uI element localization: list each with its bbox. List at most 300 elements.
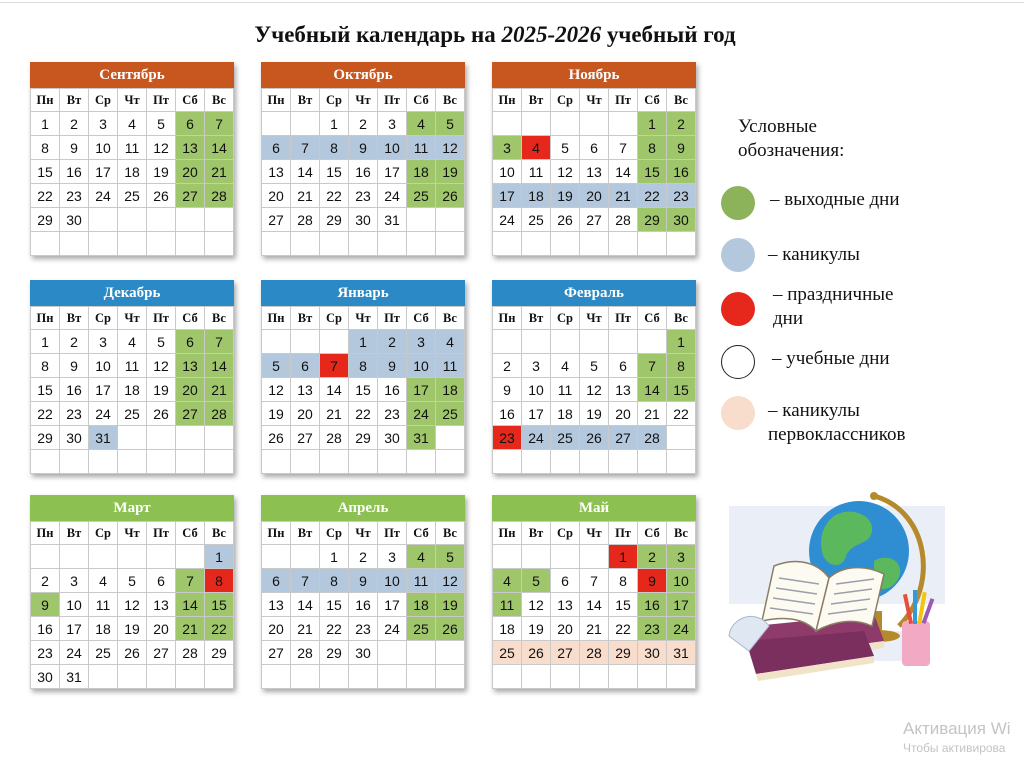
weekday-header: Ср (551, 89, 580, 112)
day-cell: 1 (205, 545, 234, 569)
day-cell: 7 (291, 136, 320, 160)
day-cell: 13 (262, 160, 291, 184)
month-header: Апрель (261, 495, 465, 521)
day-cell: 2 (349, 112, 378, 136)
month-grid (261, 521, 465, 689)
day-cell: 15 (320, 593, 349, 617)
empty-cell (609, 112, 638, 136)
week-row (31, 426, 234, 450)
empty-cell (262, 450, 291, 474)
month-header: Февраль (492, 280, 696, 306)
empty-cell (522, 112, 551, 136)
legend-first-grade-holidays-dot (721, 396, 755, 430)
day-cell: 3 (407, 330, 436, 354)
day-cell: 6 (551, 569, 580, 593)
weekday-header: Ср (89, 89, 118, 112)
empty-cell (522, 450, 551, 474)
empty-cell (407, 208, 436, 232)
day-cell: 15 (638, 160, 667, 184)
empty-cell (638, 665, 667, 689)
empty-cell (609, 450, 638, 474)
day-cell: 7 (638, 354, 667, 378)
month-header: Ноябрь (492, 62, 696, 88)
day-cell: 9 (60, 354, 89, 378)
day-cell: 14 (320, 378, 349, 402)
day-cell: 8 (349, 354, 378, 378)
day-cell: 7 (176, 569, 205, 593)
week-row (31, 569, 234, 593)
day-cell: 20 (291, 402, 320, 426)
day-cell: 23 (60, 402, 89, 426)
weekday-header: Вс (667, 522, 696, 545)
day-cell: 30 (349, 208, 378, 232)
month-calendar (492, 495, 696, 689)
day-cell: 23 (493, 426, 522, 450)
legend-public-holidays-label: – праздничные дни (773, 284, 894, 329)
day-cell: 5 (262, 354, 291, 378)
day-cell: 3 (60, 569, 89, 593)
empty-cell (291, 545, 320, 569)
month-calendar (30, 280, 234, 474)
empty-cell (378, 665, 407, 689)
day-cell: 26 (147, 184, 176, 208)
day-cell: 8 (638, 136, 667, 160)
weekday-header: Вт (60, 307, 89, 330)
day-cell: 4 (522, 136, 551, 160)
week-row (493, 136, 696, 160)
weekday-header: Ср (89, 522, 118, 545)
day-cell: 16 (667, 160, 696, 184)
day-cell: 19 (436, 593, 465, 617)
weekday-header: Пт (378, 522, 407, 545)
day-cell: 7 (205, 330, 234, 354)
day-cell: 19 (551, 184, 580, 208)
month-calendar (261, 62, 465, 256)
day-cell: 15 (31, 160, 60, 184)
empty-cell (262, 545, 291, 569)
day-cell: 16 (31, 617, 60, 641)
weekday-header: Вс (436, 522, 465, 545)
day-cell: 17 (493, 184, 522, 208)
weekday-header: Вс (436, 307, 465, 330)
week-row (31, 208, 234, 232)
day-cell: 11 (407, 569, 436, 593)
day-cell: 17 (378, 593, 407, 617)
week-row (262, 378, 465, 402)
day-cell: 1 (320, 112, 349, 136)
day-cell: 4 (118, 112, 147, 136)
day-cell: 20 (609, 402, 638, 426)
weekday-header: Вт (522, 89, 551, 112)
weekday-header: Чт (118, 307, 147, 330)
day-cell: 5 (147, 330, 176, 354)
day-cell: 23 (60, 184, 89, 208)
legend-first-grade-holidays-label: – каникулы первоклассников (768, 400, 906, 445)
weekday-header: Пн (262, 89, 291, 112)
day-cell: 17 (60, 617, 89, 641)
weekday-header: Ср (320, 89, 349, 112)
week-row (493, 160, 696, 184)
weekday-header: Ср (320, 522, 349, 545)
day-cell: 19 (118, 617, 147, 641)
week-row (31, 641, 234, 665)
legend-weekend-label: – выходные дни (770, 189, 900, 210)
day-cell: 13 (176, 354, 205, 378)
day-cell: 6 (147, 569, 176, 593)
weekday-header: Пт (147, 522, 176, 545)
day-cell: 6 (262, 136, 291, 160)
week-row (262, 450, 465, 474)
weekday-header: Пт (378, 307, 407, 330)
weekday-header: Пн (262, 307, 291, 330)
day-cell: 10 (378, 569, 407, 593)
day-cell: 24 (407, 402, 436, 426)
weekday-header: Вс (667, 307, 696, 330)
week-row (262, 426, 465, 450)
day-cell: 19 (522, 617, 551, 641)
week-row (31, 136, 234, 160)
day-cell: 16 (349, 160, 378, 184)
day-cell: 9 (31, 593, 60, 617)
weekday-header: Чт (118, 89, 147, 112)
day-cell: 14 (205, 354, 234, 378)
day-cell: 9 (638, 569, 667, 593)
empty-cell (320, 665, 349, 689)
empty-cell (205, 232, 234, 256)
day-cell: 13 (176, 136, 205, 160)
day-cell: 9 (667, 136, 696, 160)
day-cell: 18 (522, 184, 551, 208)
empty-cell (551, 232, 580, 256)
day-cell: 8 (667, 354, 696, 378)
empty-cell (551, 450, 580, 474)
day-cell: 20 (147, 617, 176, 641)
day-cell: 31 (89, 426, 118, 450)
day-cell: 24 (667, 617, 696, 641)
day-cell: 11 (89, 593, 118, 617)
day-cell: 20 (176, 378, 205, 402)
empty-cell (580, 450, 609, 474)
empty-cell (262, 665, 291, 689)
weekday-header: Чт (349, 89, 378, 112)
day-cell: 30 (60, 426, 89, 450)
week-row (31, 354, 234, 378)
day-cell: 24 (493, 208, 522, 232)
day-cell: 1 (320, 545, 349, 569)
empty-cell (320, 232, 349, 256)
day-cell: 1 (638, 112, 667, 136)
empty-cell (407, 641, 436, 665)
week-row (493, 569, 696, 593)
month-grid (261, 88, 465, 256)
weekday-header: Сб (638, 307, 667, 330)
weekday-header: Пн (493, 522, 522, 545)
week-row (493, 641, 696, 665)
empty-cell (378, 232, 407, 256)
day-cell: 22 (667, 402, 696, 426)
day-cell: 29 (638, 208, 667, 232)
day-cell: 28 (205, 402, 234, 426)
week-row (31, 402, 234, 426)
empty-cell (522, 232, 551, 256)
empty-cell (493, 330, 522, 354)
legend-public-holidays-dot (721, 292, 755, 326)
day-cell: 20 (262, 184, 291, 208)
week-row (262, 569, 465, 593)
day-cell: 7 (320, 354, 349, 378)
day-cell: 15 (31, 378, 60, 402)
day-cell: 1 (31, 112, 60, 136)
day-cell: 18 (551, 402, 580, 426)
day-cell: 28 (176, 641, 205, 665)
empty-cell (262, 112, 291, 136)
empty-cell (118, 208, 147, 232)
day-cell: 19 (262, 402, 291, 426)
empty-cell (407, 665, 436, 689)
day-cell: 2 (378, 330, 407, 354)
day-cell: 3 (378, 112, 407, 136)
day-cell: 9 (378, 354, 407, 378)
day-cell: 28 (291, 641, 320, 665)
week-row (493, 354, 696, 378)
day-cell: 23 (378, 402, 407, 426)
day-cell: 23 (638, 617, 667, 641)
empty-cell (205, 208, 234, 232)
day-cell: 21 (205, 378, 234, 402)
month-grid (30, 306, 234, 474)
week-row (31, 112, 234, 136)
week-row (493, 378, 696, 402)
weekday-header: Чт (118, 522, 147, 545)
day-cell: 18 (118, 378, 147, 402)
day-cell: 29 (31, 208, 60, 232)
month-grid (30, 521, 234, 689)
weekday-header: Пн (31, 307, 60, 330)
day-cell: 2 (638, 545, 667, 569)
day-cell: 21 (609, 184, 638, 208)
week-row (31, 617, 234, 641)
day-cell: 30 (31, 665, 60, 689)
weekday-header: Сб (407, 522, 436, 545)
week-row (262, 641, 465, 665)
day-cell: 14 (291, 160, 320, 184)
day-cell: 7 (609, 136, 638, 160)
day-cell: 1 (667, 330, 696, 354)
weekday-header: Вс (205, 522, 234, 545)
day-cell: 21 (638, 402, 667, 426)
day-cell: 19 (580, 402, 609, 426)
legend-school-days-dot (721, 345, 755, 379)
empty-cell (580, 330, 609, 354)
day-cell: 2 (667, 112, 696, 136)
weekday-header: Пн (31, 522, 60, 545)
day-cell: 6 (176, 330, 205, 354)
weekday-header: Вт (60, 522, 89, 545)
day-cell: 7 (205, 112, 234, 136)
weekday-header: Пт (378, 89, 407, 112)
day-cell: 24 (378, 184, 407, 208)
weekday-header: Вс (436, 89, 465, 112)
empty-cell (407, 450, 436, 474)
week-row (493, 232, 696, 256)
day-cell: 8 (31, 354, 60, 378)
day-cell: 12 (436, 136, 465, 160)
day-cell: 2 (349, 545, 378, 569)
empty-cell (147, 232, 176, 256)
day-cell: 4 (436, 330, 465, 354)
day-cell: 24 (522, 426, 551, 450)
empty-cell (89, 450, 118, 474)
day-cell: 14 (580, 593, 609, 617)
day-cell: 1 (609, 545, 638, 569)
day-cell: 29 (31, 426, 60, 450)
week-row (31, 450, 234, 474)
empty-cell (89, 665, 118, 689)
day-cell: 16 (60, 160, 89, 184)
empty-cell (609, 232, 638, 256)
day-cell: 17 (89, 160, 118, 184)
day-cell: 25 (118, 184, 147, 208)
day-cell: 3 (522, 354, 551, 378)
day-cell: 5 (436, 112, 465, 136)
empty-cell (551, 665, 580, 689)
empty-cell (262, 232, 291, 256)
day-cell: 21 (291, 184, 320, 208)
day-cell: 25 (436, 402, 465, 426)
month-grid (492, 521, 696, 689)
day-cell: 11 (522, 160, 551, 184)
week-row (262, 402, 465, 426)
day-cell: 6 (291, 354, 320, 378)
day-cell: 8 (320, 136, 349, 160)
month-calendar (261, 280, 465, 474)
day-cell: 29 (205, 641, 234, 665)
month-calendar (30, 495, 234, 689)
week-row (262, 665, 465, 689)
empty-cell (667, 232, 696, 256)
day-cell: 30 (349, 641, 378, 665)
day-cell: 21 (580, 617, 609, 641)
week-row (262, 545, 465, 569)
empty-cell (436, 232, 465, 256)
month-calendar (30, 62, 234, 256)
day-cell: 5 (522, 569, 551, 593)
week-row (31, 184, 234, 208)
day-cell: 26 (551, 208, 580, 232)
day-cell: 9 (493, 378, 522, 402)
day-cell: 21 (205, 160, 234, 184)
day-cell: 12 (118, 593, 147, 617)
day-cell: 18 (118, 160, 147, 184)
weekday-header: Чт (349, 307, 378, 330)
day-cell: 4 (118, 330, 147, 354)
empty-cell (31, 232, 60, 256)
legend-title: Условные обозначения: (738, 116, 845, 161)
empty-cell (580, 112, 609, 136)
day-cell: 16 (493, 402, 522, 426)
day-cell: 25 (493, 641, 522, 665)
day-cell: 10 (407, 354, 436, 378)
empty-cell (436, 208, 465, 232)
empty-cell (31, 450, 60, 474)
day-cell: 30 (378, 426, 407, 450)
weekday-header: Пн (493, 89, 522, 112)
day-cell: 3 (667, 545, 696, 569)
week-row (262, 354, 465, 378)
watermark-line-2: Чтобы активирова (903, 741, 1006, 755)
legend-school-days-label: – учебные дни (772, 348, 890, 369)
weekday-header: Сб (638, 89, 667, 112)
empty-cell (291, 450, 320, 474)
empty-cell (436, 426, 465, 450)
month-header: Сентябрь (30, 62, 234, 88)
day-cell: 10 (60, 593, 89, 617)
day-cell: 29 (320, 641, 349, 665)
empty-cell (378, 641, 407, 665)
empty-cell (176, 665, 205, 689)
day-cell: 10 (667, 569, 696, 593)
day-cell: 3 (89, 330, 118, 354)
legend-holidays-label: – каникулы (768, 244, 860, 265)
day-cell: 29 (320, 208, 349, 232)
day-cell: 27 (262, 641, 291, 665)
day-cell: 8 (609, 569, 638, 593)
empty-cell (89, 545, 118, 569)
week-row (262, 136, 465, 160)
day-cell: 14 (205, 136, 234, 160)
weekday-header: Пт (147, 89, 176, 112)
empty-cell (551, 112, 580, 136)
day-cell: 27 (176, 402, 205, 426)
day-cell: 11 (118, 354, 147, 378)
week-row (493, 330, 696, 354)
day-cell: 7 (580, 569, 609, 593)
empty-cell (291, 330, 320, 354)
day-cell: 12 (522, 593, 551, 617)
weekday-header: Пт (147, 307, 176, 330)
day-cell: 10 (522, 378, 551, 402)
empty-cell (551, 330, 580, 354)
day-cell: 2 (60, 112, 89, 136)
day-cell: 23 (349, 617, 378, 641)
day-cell: 18 (436, 378, 465, 402)
day-cell: 6 (609, 354, 638, 378)
empty-cell (31, 545, 60, 569)
month-header: Октябрь (261, 62, 465, 88)
week-row (262, 232, 465, 256)
day-cell: 8 (205, 569, 234, 593)
week-row (493, 665, 696, 689)
weekday-header: Пт (609, 307, 638, 330)
weekday-header: Сб (407, 89, 436, 112)
day-cell: 31 (378, 208, 407, 232)
day-cell: 22 (320, 184, 349, 208)
day-cell: 17 (378, 160, 407, 184)
day-cell: 24 (378, 617, 407, 641)
empty-cell (638, 330, 667, 354)
weekday-header: Чт (580, 307, 609, 330)
day-cell: 6 (176, 112, 205, 136)
day-cell: 20 (262, 617, 291, 641)
empty-cell (320, 450, 349, 474)
day-cell: 26 (147, 402, 176, 426)
day-cell: 15 (205, 593, 234, 617)
day-cell: 21 (176, 617, 205, 641)
empty-cell (118, 232, 147, 256)
day-cell: 11 (551, 378, 580, 402)
empty-cell (436, 641, 465, 665)
week-row (493, 402, 696, 426)
